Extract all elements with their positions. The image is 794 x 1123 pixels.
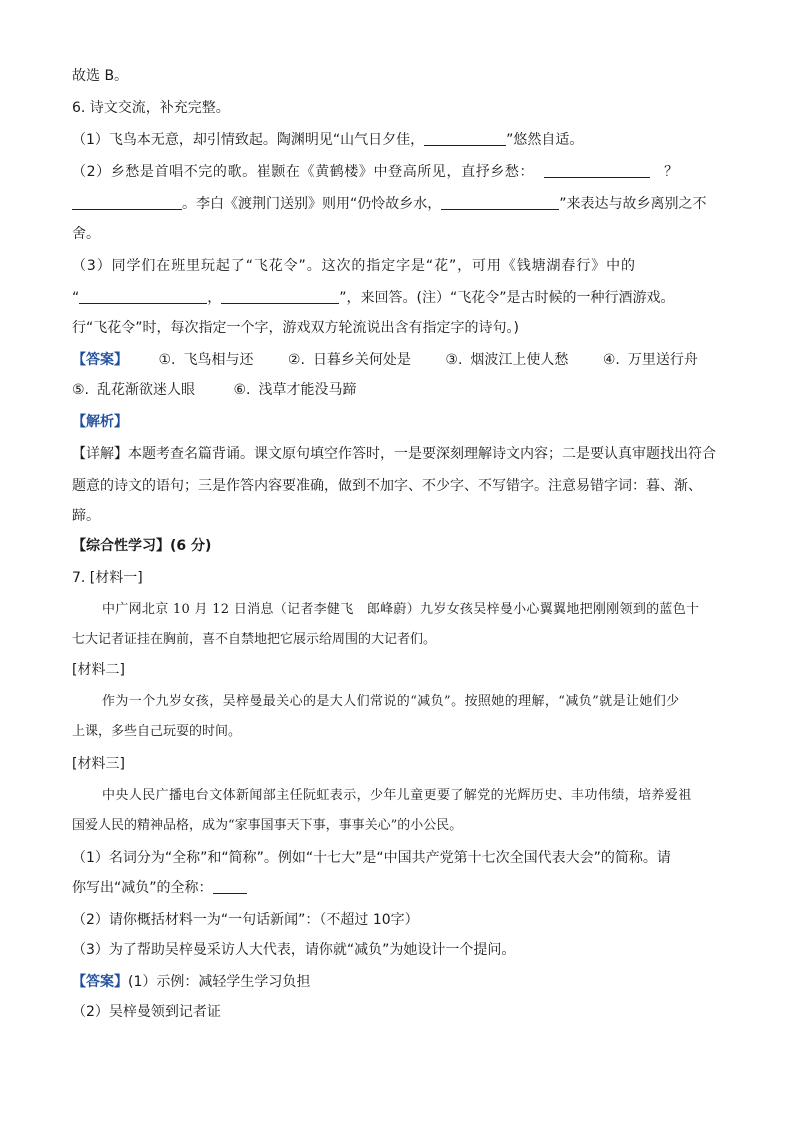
- text-line: 舍。: [72, 226, 100, 242]
- material-1-line: 中广网北京 10 月 12 日消息（记者李健飞 郎峰蔚）九岁女孩吴梓曼小心翼翼地把刚刚领到的蓝色十: [102, 602, 700, 617]
- material-3-line: 中央人民广播电台文体新闻部主任阮虹表示，少年儿童更要了解党的光辉历史、丰功伟绩，培养爱祖: [102, 788, 692, 803]
- question-6-2-cont: [72, 194, 707, 214]
- material-2-line: 作为一个九岁女孩，吴梓曼最关心的是大人们常说的“减负”。按照她的理解，“减负”就是让她们少: [102, 694, 680, 709]
- answer-blank[interactable]: [441, 195, 559, 210]
- question-7-title: 7. [材料一]: [72, 570, 143, 586]
- text: ”悠然自适。: [506, 132, 584, 148]
- question-6-1: [72, 130, 583, 150]
- text: “: [72, 290, 80, 306]
- text: ？: [664, 164, 679, 180]
- answer-item: ①. 飞鸟相与还: [158, 352, 254, 368]
- answer-line-1: [72, 350, 698, 370]
- text: （2）乡愁是首唱不完的歌。崔颢在《黄鹤楼》中登高所见，直抒乡愁：: [72, 164, 535, 180]
- question-7-1: （1）名词分为“全称”和“简称”。例如“十七大”是“中国共产党第十七次全国代表大会”的简称。请: [72, 850, 671, 866]
- detail-line: 题意的诗文的语句；三是作答内容要准确，做到不加字、不少字、不写错字。注意易错字词：暮、渐、: [72, 478, 702, 494]
- answer-blank[interactable]: [213, 879, 247, 894]
- answer-item: ⑤. 乱花渐欲迷人眼: [72, 382, 196, 398]
- text-line: 故选 B。: [72, 68, 129, 84]
- material-3-title: [材料三]: [72, 756, 125, 772]
- material-2-title: [材料二]: [72, 662, 125, 678]
- question-7-1-cont: [72, 878, 247, 898]
- answer-item: ②. 日暮乡关何处是: [287, 352, 411, 368]
- answer-tag: 【答案】: [72, 352, 128, 368]
- detail-line: 蹄。: [72, 508, 100, 524]
- answer-item: ⑥. 浅草才能没马蹄: [233, 382, 357, 398]
- answer-7-1: [72, 972, 310, 992]
- answer-blank[interactable]: [72, 195, 182, 210]
- text: ”，来回答。(注）“飞花令”是古时候的一种行酒游戏。: [339, 290, 675, 306]
- answer-item: ④. 万里送行舟: [602, 352, 698, 368]
- material-3-line: 国爱人民的精神品格，成为“家事国事天下事，事事关心”的小公民。: [72, 818, 463, 833]
- answer-blank[interactable]: [424, 131, 506, 146]
- text: 。李白《渡荆门送别》则用“仍怜故乡水，: [182, 196, 442, 212]
- detail-line: 【详解】本题考查名篇背诵。课文原句填空作答时，一是要深刻理解诗文内容；二是要认真审题找出符合: [72, 446, 716, 462]
- text: ”来表达与故乡离别之不: [559, 196, 707, 212]
- question-6-3: （3）同学们在班里玩起了“飞花令”。这次的指定字是“花”，可用《钱塘湖春行》中的: [72, 258, 636, 274]
- answer-blank[interactable]: [221, 289, 339, 304]
- text: （1）飞鸟本无意，却引情致起。陶渊明见“山气日夕佳，: [72, 132, 425, 148]
- material-1-line: 七大记者证挂在胸前，喜不自禁地把它展示给周围的大记者们。: [72, 632, 437, 647]
- answer-tag: 【答案】: [72, 974, 128, 990]
- answer-blank[interactable]: [79, 289, 207, 304]
- question-6-2: [72, 162, 679, 182]
- section-heading: 【综合性学习】(6 分): [72, 538, 212, 554]
- answer-line-2: [72, 380, 356, 400]
- answer-7-2: （2）吴梓曼领到记者证: [72, 1004, 221, 1020]
- text: (1）示例：减轻学生学习负担: [128, 974, 311, 990]
- question-7-2: （2）请你概括材料一为“一句话新闻”：（不超过 10字）: [72, 912, 419, 928]
- answer-blank[interactable]: [544, 163, 650, 178]
- material-2-line: 上课，多些自己玩耍的时间。: [72, 724, 242, 739]
- text-line: 行“飞花令”时，每次指定一个字，游戏双方轮流说出含有指定字的诗句。): [72, 320, 519, 336]
- question-7-3: （3）为了帮助吴梓曼采访人大代表，请你就“减负”为她设计一个提问。: [72, 942, 516, 958]
- question-6-3-cont: [72, 288, 675, 308]
- text: ，: [207, 290, 222, 306]
- answer-item: ③. 烟波江上使人愁: [445, 352, 569, 368]
- text: 你写出“减负”的全称：: [72, 880, 213, 896]
- question-6-title: 6. 诗文交流，补充完整。: [72, 100, 230, 116]
- analysis-tag: 【解析】: [72, 414, 128, 430]
